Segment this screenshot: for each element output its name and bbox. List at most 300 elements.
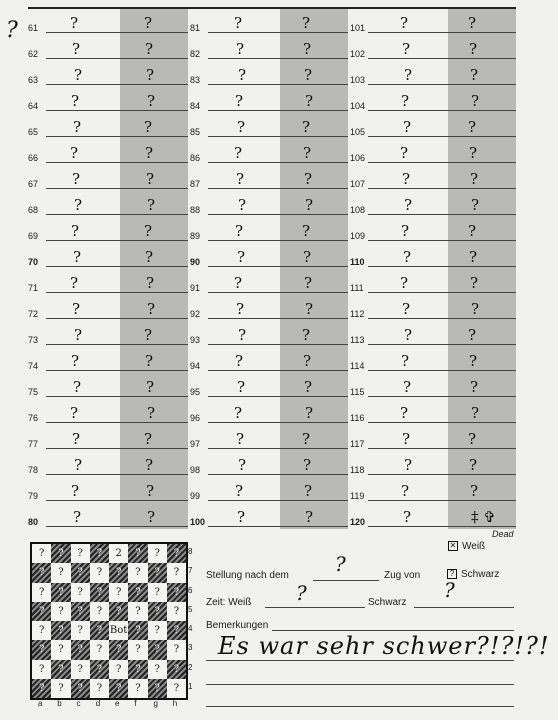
white-move[interactable]: ? — [403, 248, 412, 266]
move-column-1 — [28, 9, 188, 529]
file-label: d — [95, 699, 101, 708]
move-row — [350, 425, 516, 451]
board-square: ? — [32, 621, 51, 640]
white-move[interactable]: ? — [74, 456, 83, 474]
white-move[interactable]: ? — [403, 378, 412, 396]
white-move[interactable]: ? — [401, 92, 410, 110]
move-number: 103 — [350, 75, 366, 85]
move-number: 80 — [28, 517, 39, 527]
move-row — [28, 451, 188, 477]
board-square: ? — [32, 583, 51, 602]
black-move[interactable]: ? — [303, 352, 312, 370]
move-row — [350, 399, 516, 425]
white-move[interactable]: ? — [74, 66, 83, 84]
move-row — [350, 139, 516, 165]
move-number: 111 — [350, 283, 364, 293]
move-number: 100 — [190, 517, 206, 527]
move-row — [190, 35, 348, 61]
white-move[interactable]: ? — [234, 274, 243, 292]
board-square: ? — [71, 660, 90, 679]
board-square: ? — [128, 679, 147, 698]
move-number: 105 — [350, 127, 366, 137]
file-label: g — [153, 699, 158, 708]
remarks-handwriting[interactable]: Es war sehr schwer?!?!?! — [218, 632, 550, 660]
white-move[interactable]: ? — [72, 170, 81, 188]
white-move[interactable]: ? — [74, 326, 83, 344]
board-square: ? — [32, 563, 51, 582]
black-move[interactable]: ? — [145, 352, 154, 370]
black-move[interactable]: ? — [471, 92, 480, 110]
remarks-line-1 — [272, 630, 514, 631]
white-move[interactable]: ? — [235, 92, 244, 110]
black-checkbox[interactable]: ? — [447, 569, 457, 579]
move-line — [46, 84, 188, 85]
move-row — [28, 243, 188, 269]
black-move[interactable]: ? — [147, 404, 156, 422]
board-square: ? — [51, 544, 70, 563]
white-move[interactable]: ? — [70, 14, 79, 32]
black-move[interactable]: ? — [470, 274, 479, 292]
board-square: 2 — [109, 544, 128, 563]
black-move[interactable]: ? — [147, 508, 156, 526]
board-square: ? — [32, 602, 51, 621]
black-move[interactable]: ? — [469, 248, 478, 266]
move-row — [28, 87, 188, 113]
board-square: ? — [167, 563, 186, 582]
move-number: 108 — [350, 205, 366, 215]
black-move[interactable]: ? — [305, 92, 314, 110]
board-square: ? — [90, 660, 109, 679]
move-line — [208, 422, 348, 423]
move-number: 86 — [190, 153, 201, 163]
black-move[interactable]: ? — [305, 300, 314, 318]
move-row — [190, 373, 348, 399]
rank-label: 1 — [188, 681, 193, 691]
board-square: ? — [32, 544, 51, 563]
move-number: 67 — [28, 179, 39, 189]
move-column-2 — [190, 9, 348, 529]
black-move[interactable]: ? — [305, 196, 314, 214]
black-move[interactable]: ? — [146, 378, 155, 396]
move-number: 97 — [190, 439, 201, 449]
move-row — [190, 191, 348, 217]
black-move[interactable]: ? — [146, 274, 155, 292]
move-row — [190, 165, 348, 191]
board-square: ? — [90, 583, 109, 602]
white-move[interactable]: ? — [234, 144, 243, 162]
position-line — [313, 580, 379, 581]
black-move[interactable]: ? — [144, 118, 153, 136]
move-line — [46, 422, 188, 423]
white-move[interactable]: ? — [237, 378, 246, 396]
move-number: 112 — [350, 309, 365, 319]
move-number: 113 — [350, 335, 365, 345]
white-move[interactable]: ? — [71, 92, 80, 110]
rank-label: 7 — [188, 566, 193, 576]
black-move[interactable]: ? — [303, 40, 312, 58]
move-number: 83 — [190, 75, 201, 85]
file-label: a — [38, 699, 43, 708]
rank-label: 5 — [188, 604, 193, 614]
white-move[interactable]: ? — [237, 248, 246, 266]
move-line — [208, 318, 348, 319]
board-square: ? — [167, 640, 186, 659]
black-move[interactable]: ? — [304, 66, 313, 84]
white-move[interactable]: ? — [238, 66, 247, 84]
black-move[interactable]: ? — [303, 144, 312, 162]
move-number: 104 — [350, 101, 366, 111]
move-row — [350, 373, 516, 399]
white-move[interactable]: ? — [402, 300, 411, 318]
board-square: ? — [128, 544, 147, 563]
black-move[interactable]: ? — [304, 170, 313, 188]
move-number: 102 — [350, 49, 366, 59]
move-number: 61 — [28, 23, 39, 33]
white-move[interactable]: ? — [234, 14, 243, 32]
move-number: 79 — [28, 491, 39, 501]
white-move[interactable]: ? — [402, 170, 411, 188]
board-square: ? — [109, 602, 128, 621]
board-square: ? — [167, 621, 186, 640]
board-square: ? — [71, 583, 90, 602]
black-move[interactable]: ? — [469, 456, 478, 474]
move-line — [368, 188, 516, 189]
black-move[interactable]: ? — [468, 326, 477, 344]
black-move[interactable]: ? — [146, 170, 155, 188]
white-option-label: Weiß — [462, 541, 486, 552]
move-row — [28, 399, 188, 425]
move-number: 96 — [190, 413, 201, 423]
move-line — [368, 240, 516, 241]
move-line — [368, 396, 516, 397]
position-label: Stellung nach dem — [206, 570, 289, 581]
move-number: 114 — [350, 361, 365, 371]
black-move[interactable]: ? — [469, 144, 478, 162]
white-move[interactable]: ? — [238, 196, 247, 214]
board-square: ? — [71, 679, 90, 698]
board-square: ? — [32, 660, 51, 679]
move-line — [368, 422, 516, 423]
black-move[interactable]: ? — [145, 40, 154, 58]
black-option-label: Schwarz — [461, 569, 500, 580]
move-line — [46, 370, 188, 371]
black-move[interactable]: ? — [145, 144, 154, 162]
white-move[interactable]: ? — [400, 144, 409, 162]
move-line — [208, 292, 348, 293]
black-move[interactable]: ? — [303, 456, 312, 474]
black-move[interactable]: ? — [146, 66, 155, 84]
black-move[interactable]: ? — [304, 378, 313, 396]
black-move[interactable]: ? — [145, 248, 154, 266]
white-move[interactable]: ? — [401, 352, 410, 370]
white-move[interactable]: ? — [400, 14, 409, 32]
black-move[interactable]: ? — [468, 430, 477, 448]
board-square: ? — [128, 563, 147, 582]
move-line — [46, 214, 188, 215]
move-line — [208, 162, 348, 163]
rank-labels — [188, 542, 198, 696]
board-square: ? — [71, 640, 90, 659]
board-square: ? — [148, 640, 167, 659]
move-line — [208, 32, 348, 33]
white-move[interactable]: ? — [238, 326, 247, 344]
black-move[interactable]: ? — [146, 482, 155, 500]
move-row — [190, 113, 348, 139]
move-line — [208, 266, 348, 267]
black-move[interactable]: ? — [144, 14, 153, 32]
black-move[interactable]: ? — [305, 404, 314, 422]
move-number: 98 — [190, 465, 201, 475]
move-number: 69 — [28, 231, 39, 241]
rank-label: 8 — [188, 547, 193, 556]
board-square: ? — [51, 563, 70, 582]
white-move[interactable]: ? — [73, 248, 82, 266]
board-square: ? — [51, 583, 70, 602]
move-line — [368, 214, 516, 215]
black-move[interactable]: ? — [302, 14, 311, 32]
move-number: 90 — [190, 257, 201, 267]
time-black-line — [414, 607, 514, 608]
black-move[interactable]: ? — [470, 378, 479, 396]
white-move[interactable]: ? — [401, 482, 410, 500]
white-move[interactable]: ? — [71, 352, 80, 370]
white-move[interactable]: ? — [70, 144, 79, 162]
black-move[interactable]: ? — [470, 482, 479, 500]
move-line — [46, 266, 188, 267]
black-move[interactable]: ? — [304, 274, 313, 292]
black-move[interactable]: ? — [147, 196, 156, 214]
move-number: 115 — [350, 387, 365, 397]
white-move[interactable]: ? — [236, 170, 245, 188]
move-row — [28, 191, 188, 217]
move-line — [368, 318, 516, 319]
board-square: ? — [32, 679, 51, 698]
board-square: ? — [148, 583, 167, 602]
black-move[interactable]: ? — [305, 508, 314, 526]
move-number: 99 — [190, 491, 201, 501]
white-move[interactable]: ? — [71, 482, 80, 500]
move-line — [208, 370, 348, 371]
move-row — [350, 35, 516, 61]
black-move[interactable]: ? — [302, 326, 311, 344]
white-move[interactable]: ? — [400, 274, 409, 292]
black-move[interactable]: ? — [145, 456, 154, 474]
board-square: ? — [109, 640, 128, 659]
move-number: 78 — [28, 465, 39, 475]
move-line — [368, 84, 516, 85]
white-move[interactable]: ? — [70, 404, 79, 422]
board-square: ? — [71, 544, 90, 563]
white-move[interactable]: ? — [72, 430, 81, 448]
white-move[interactable]: ? — [235, 222, 244, 240]
board-square: ? — [109, 660, 128, 679]
board-square: ? — [167, 660, 186, 679]
white-checkbox[interactable]: ✕ — [449, 541, 457, 551]
black-move[interactable]: ? — [302, 430, 311, 448]
move-line — [208, 396, 348, 397]
board-square: ? — [109, 583, 128, 602]
board-square: ? — [109, 563, 128, 582]
white-move[interactable]: ? — [73, 118, 82, 136]
move-row — [190, 87, 348, 113]
move-number: 81 — [190, 23, 201, 33]
white-move[interactable]: ? — [236, 300, 245, 318]
move-row — [350, 451, 516, 477]
board-square: ? — [51, 679, 70, 698]
black-move[interactable]: ? — [471, 300, 480, 318]
board-square: ? — [90, 621, 109, 640]
black-move[interactable]: ? — [471, 404, 480, 422]
board-square: ? — [167, 544, 186, 563]
move-number: 101 — [350, 23, 366, 33]
white-move[interactable]: ? — [71, 222, 80, 240]
board-square: ? — [90, 602, 109, 621]
move-line — [368, 370, 516, 371]
white-move[interactable]: ? — [72, 300, 81, 318]
white-move[interactable]: ? — [235, 482, 244, 500]
white-move[interactable]: ? — [236, 430, 245, 448]
move-number: 94 — [190, 361, 201, 371]
black-move[interactable]: ? — [470, 170, 479, 188]
move-row — [350, 243, 516, 269]
board-square: ? — [148, 679, 167, 698]
move-row — [190, 9, 348, 35]
move-row — [190, 477, 348, 503]
white-move[interactable]: ? — [72, 40, 81, 58]
move-line — [368, 474, 516, 475]
remarks-line-4 — [206, 706, 514, 707]
move-number: 82 — [190, 49, 201, 59]
white-move[interactable]: ? — [404, 326, 413, 344]
board-square: ? — [148, 621, 167, 640]
move-line — [368, 292, 516, 293]
white-move[interactable]: ? — [238, 456, 247, 474]
black-move[interactable]: ? — [468, 118, 477, 136]
move-number: 120 — [350, 517, 366, 527]
black-move[interactable]: ? — [144, 430, 153, 448]
move-line — [368, 110, 516, 111]
rank-label: 4 — [188, 624, 193, 633]
rank-label: 6 — [188, 585, 193, 595]
move-line — [368, 500, 516, 501]
white-move[interactable]: ? — [400, 404, 409, 422]
move-row — [190, 61, 348, 87]
white-move[interactable]: ? — [403, 118, 412, 136]
white-move[interactable]: ? — [73, 378, 82, 396]
white-move[interactable]: ? — [402, 430, 411, 448]
move-row — [190, 139, 348, 165]
white-move[interactable]: ? — [404, 196, 413, 214]
black-move[interactable]: ? — [144, 326, 153, 344]
white-move[interactable]: ? — [402, 40, 411, 58]
white-option[interactable] — [448, 541, 485, 553]
white-move[interactable]: ? — [237, 508, 246, 526]
black-move[interactable]: ? — [304, 482, 313, 500]
move-number: 89 — [190, 231, 201, 241]
black-move[interactable]: ? — [147, 92, 156, 110]
dead-note: Dead — [492, 529, 514, 539]
board-square: ? — [51, 602, 70, 621]
remarks-label: Bemerkungen — [206, 620, 269, 631]
black-move[interactable]: ? — [144, 222, 153, 240]
white-move[interactable]: ? — [73, 508, 82, 526]
time-white-value[interactable]: ? — [296, 581, 307, 605]
white-move[interactable]: ? — [404, 66, 413, 84]
move-row — [350, 321, 516, 347]
move-row — [350, 9, 516, 35]
move-number: 84 — [190, 101, 201, 111]
move-line — [46, 136, 188, 137]
move-row — [190, 217, 348, 243]
board-square: ? — [51, 640, 70, 659]
move-number: 65 — [28, 127, 39, 137]
black-move[interactable]: ? — [471, 196, 480, 214]
move-row — [28, 165, 188, 191]
white-move[interactable]: ? — [236, 40, 245, 58]
move-row — [350, 295, 516, 321]
white-move[interactable]: ? — [234, 404, 243, 422]
white-move[interactable]: ? — [401, 222, 410, 240]
white-move[interactable]: ? — [235, 352, 244, 370]
black-move[interactable]: ? — [303, 248, 312, 266]
black-move[interactable]: ? — [470, 66, 479, 84]
white-move[interactable]: ? — [74, 196, 83, 214]
file-label: b — [57, 699, 62, 708]
rank-label: 3 — [188, 643, 193, 653]
move-row — [28, 35, 188, 61]
time-black-label: Schwarz — [368, 597, 407, 608]
black-move[interactable]: ? — [468, 222, 477, 240]
move-row — [190, 425, 348, 451]
move-line — [208, 58, 348, 59]
move-number: 85 — [190, 127, 201, 137]
move-row — [350, 61, 516, 87]
board-square: ? — [109, 679, 128, 698]
time-black-value[interactable]: ? — [444, 578, 455, 602]
position-move-value[interactable]: ? — [335, 552, 346, 576]
black-move[interactable]: ? — [147, 300, 156, 318]
board-square: ? — [128, 602, 147, 621]
file-label: h — [172, 699, 178, 708]
margin-question-mark: ? — [6, 18, 18, 43]
move-line — [46, 32, 188, 33]
move-number: 107 — [350, 179, 366, 189]
move-label: Zug von — [384, 570, 421, 581]
file-label: f — [134, 699, 137, 708]
move-row — [350, 269, 516, 295]
black-move[interactable]: ? — [302, 118, 311, 136]
move-row — [28, 295, 188, 321]
white-move[interactable]: ? — [237, 118, 246, 136]
move-number: 70 — [28, 257, 39, 267]
move-number: 117 — [350, 439, 365, 449]
board-square: ? — [90, 563, 109, 582]
white-move[interactable]: ? — [404, 456, 413, 474]
move-number: 64 — [28, 101, 39, 111]
black-move[interactable]: ? — [302, 222, 311, 240]
chess-board — [30, 542, 188, 700]
white-move[interactable]: ? — [70, 274, 79, 292]
white-move[interactable]: ? — [403, 508, 412, 526]
board-square: ? — [90, 640, 109, 659]
move-line — [368, 58, 516, 59]
black-move[interactable]: ? — [469, 40, 478, 58]
black-move[interactable]: ? — [468, 14, 477, 32]
board-square: ? — [71, 563, 90, 582]
black-move[interactable]: ? — [469, 352, 478, 370]
move-line — [208, 136, 348, 137]
black-move[interactable]: ‡ ✞ — [471, 508, 496, 526]
